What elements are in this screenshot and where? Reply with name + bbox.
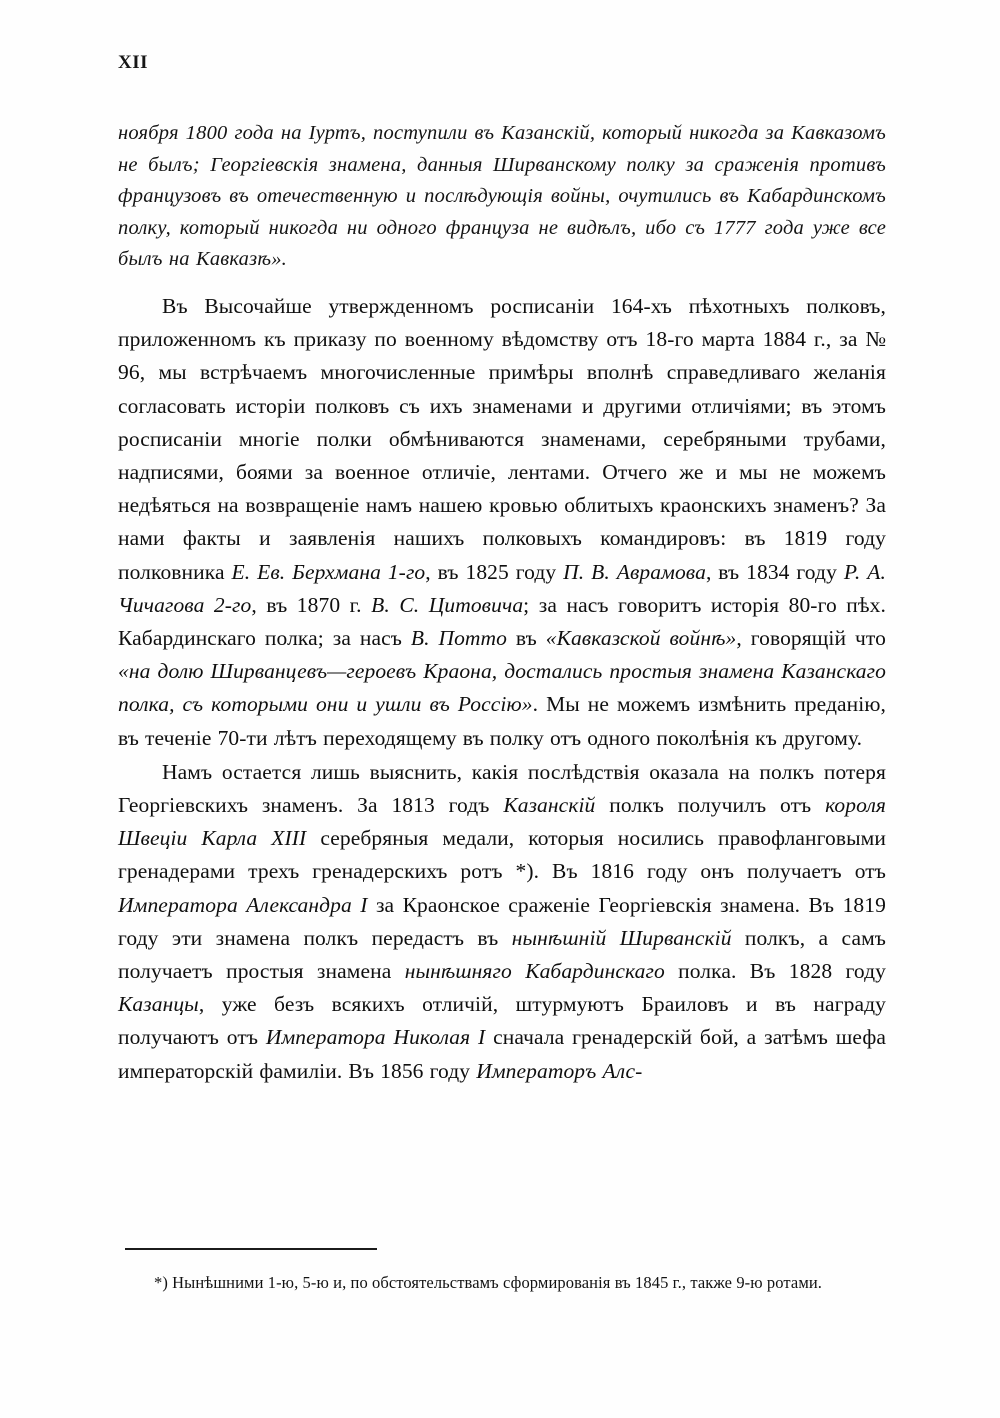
italic-run: В. Потто [410,626,508,650]
quoted-passage: ноября 1800 года на Іуртъ, поступили въ Казанскій, который никогда за Кавказомъ не былъ; Георгіевскія знамена, данныя Ширванскому полку за сраженія противъ французовъ въ отечественную и послѣдующія войны, очутились въ Кабардинскомъ полку, который никогда ни одного француза не видѣлъ, ибо съ 1777 года уже все былъ на Кавказѣ». [118,122,886,271]
roman-run: полка. Въ 1828 году [664,959,886,984]
italic-run: В. С. Цитовича [371,592,524,617]
italic-run: Казанскій [503,793,596,818]
italic-run: нынѣшняго Кабардинскаго [404,959,665,984]
italic-run: Императора Александра I [118,892,368,917]
italic-run: Е. Ев. Берхмана 1-го [231,559,426,584]
roman-run: полкъ получилъ отъ [595,793,826,818]
paragraph-posledstviya [118,756,886,1088]
footnote-separator-rule [125,1248,377,1250]
roman-run: серебряныя медали, которыя носились правофланговыми гренадерами трехъ гренадерскихъ ротъ *). Въ 1816 году онъ получаетъ отъ [118,826,886,884]
roman-run: , въ 1825 году [425,559,564,584]
italic-run: «на долю Ширванцевъ—героевъ Краона, достались простыя знамена Казанскаго полка, съ которыми они и ушли въ Россію» [118,659,886,717]
italic-run: Императора Николая I [265,1025,486,1050]
page-number: XII [118,52,149,73]
roman-run: , въ 1834 году [705,559,844,584]
roman-run: ; за насъ говоритъ исторія 80-го пѣх. Кабардинскаго полка; за насъ [118,592,886,650]
italic-run: Р. А. Чичагова 2-го [118,559,886,617]
paragraph-rospisanie [118,290,886,755]
italic-run: короля Швеціи Карла XIII [118,793,887,851]
roman-run: Намъ остается лишь выяснить, какія послѣдствія оказала на полкъ потеря Георгіевскихъ знаменъ. За 1813 годъ [118,759,886,818]
roman-run: , въ 1870 г. [251,592,372,617]
italic-run: Казанцы [118,992,199,1017]
roman-run: Въ Высочайше утвержденномъ росписаніи 164-хъ пѣхотныхъ полковъ, приложенномъ къ приказу по военному вѣдомству отъ 18-го марта 1884 г., за № 96, мы встрѣчаемъ многочисленные примѣры вполнѣ справедливаго желанія согласовать исторіи полковъ съ ихъ знаменами и другими отличіями; въ этомъ росписаніи многіе полки обмѣниваются знаменами, серебряными трубами, надписями, боями за военное отличіе, лентами. Отчего же и мы не можемъ недѣяться на возвращеніе намъ нашею кровью облитыхъ краонскихъ знаменъ? За нами факты и заявленія нашихъ полковыхъ командировъ: въ 1819 году полковника [118,293,886,584]
roman-run: полкъ, а самъ получаетъ простыя знамена [118,925,887,984]
roman-run: за Краонское сраженіе Георгіевскія знамена. Въ 1819 году эти знамена полкъ передастъ въ [118,892,886,950]
roman-run: . Мы не можемъ измѣнить преданію, въ теченіе 70-ти лѣтъ переходящему въ полку отъ одного поколѣнія къ другому. [118,692,887,750]
italic-run: Императоръ Алс- [476,1058,643,1083]
page-content [118,52,886,1088]
footnote-text: *) Нынѣшними 1-ю, 5-ю и, по обстоятельствамъ сформированія въ 1845 г., также 9-ю ротами. [154,1273,823,1292]
roman-run: сначала гренадерскій бой, а затѣмъ шефа императорскій фамиліи. Въ 1856 году [118,1025,886,1083]
italic-run: П. В. Аврамова [563,559,706,584]
footnote-area [118,1248,886,1296]
italic-run: «Кавказской войнѣ» [545,626,737,650]
roman-run: , говорящій что [736,626,886,650]
italic-run: нынѣшній Ширванскій [511,925,732,950]
roman-run: въ [507,626,546,650]
roman-run: , уже безъ всякихъ отличій, штурмуютъ Браиловъ и въ награду получаютъ отъ [118,992,886,1050]
